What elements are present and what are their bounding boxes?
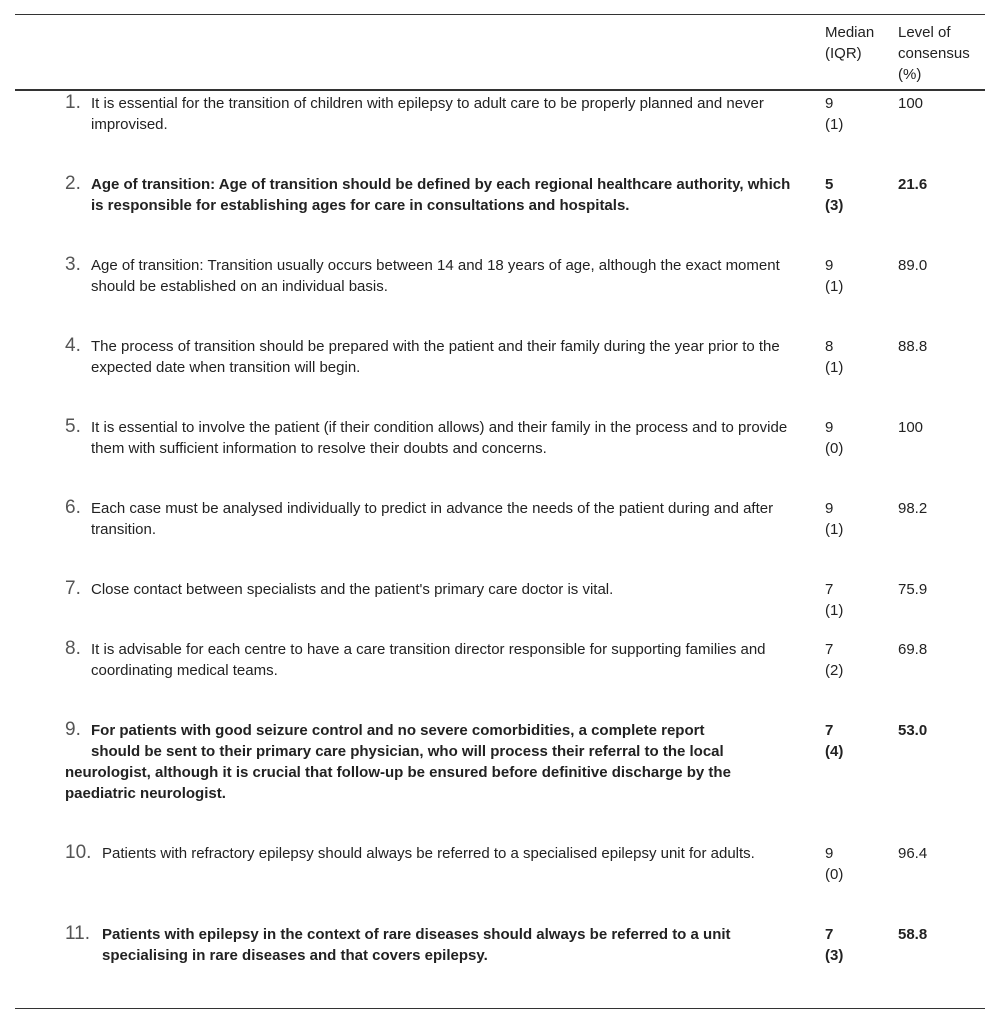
row-text: Patients with epilepsy in the context of rare diseases should always be referred to a unit specialising in rare diseases and that covers epilepsy.: [102, 926, 731, 964]
table-row: [15, 496, 985, 577]
row-median: 5 (3): [825, 176, 844, 214]
row-number: 11.: [65, 923, 91, 944]
row-consensus: 100: [898, 95, 924, 112]
row-consensus: 69.8: [898, 641, 928, 658]
row-text: [65, 720, 795, 804]
row-median: 9 (1): [825, 95, 844, 133]
row-median: 7 (4): [825, 722, 844, 760]
row-consensus: 89.0: [898, 257, 928, 274]
row-consensus: 98.2: [898, 500, 928, 517]
row-consensus: 53.0: [898, 722, 928, 739]
row-text: The process of transition should be prepared with the patient and their family during the year prior to the expected date when transition will begin.: [91, 338, 780, 376]
row-text: Age of transition: Transition usually occurs between 14 and 18 years of age, although the exact moment should be established on an individual basis.: [91, 257, 780, 295]
header-consensus: [898, 22, 988, 85]
row-consensus: 96.4: [898, 845, 928, 862]
row-median: 9 (1): [825, 257, 844, 295]
row-text-line1: For patients with good seizure control and no severe comorbidities, a complete report: [91, 722, 705, 739]
row-text: It is essential for the transition of children with epilepsy to adult care to be properly planned and never improvised.: [91, 95, 764, 133]
row-number: 8.: [65, 638, 81, 659]
row-number: 1.: [65, 92, 81, 113]
table-row: [15, 172, 985, 253]
row-consensus: 100: [898, 419, 924, 436]
table-row: [15, 718, 985, 841]
row-number: 6.: [65, 497, 81, 518]
header-consensus-line1: Level of: [898, 24, 951, 41]
row-median: 9 (1): [825, 500, 844, 538]
row-number: 7.: [65, 578, 81, 599]
table-row: [15, 334, 985, 415]
row-text: Patients with refractory epilepsy should always be referred to a specialised epilepsy unit for adults.: [102, 845, 755, 862]
table-row: [15, 253, 985, 334]
row-text: It is essential to involve the patient (if their condition allows) and their family in the process and to provide them with sufficient information to resolve their doubts and concerns.: [91, 419, 788, 457]
table-bottom-rule: [15, 1008, 985, 1009]
header-median-line2: (IQR): [825, 45, 862, 62]
table-row: [15, 577, 985, 637]
row-text: Close contact between specialists and the patient's primary care doctor is vital.: [91, 581, 614, 598]
row-text: Each case must be analysed individually to predict in advance the needs of the patient during and after transition.: [91, 500, 774, 538]
row-number: 3.: [65, 254, 81, 275]
row-consensus: 21.6: [898, 176, 928, 193]
header-consensus-line3: (%): [898, 66, 922, 83]
row-text: Age of transition: Age of transition should be defined by each regional healthcare authority, which is responsible for establishing ages for care in consultations and hospitals.: [91, 176, 791, 214]
row-consensus: 88.8: [898, 338, 928, 355]
table-row: [15, 841, 985, 922]
header-median-line1: Median: [825, 24, 875, 41]
row-number: 9.: [65, 719, 81, 740]
table-body: [15, 91, 985, 1003]
row-median: 7 (1): [825, 581, 844, 619]
row-consensus: 58.8: [898, 926, 928, 943]
header-consensus-line2: consensus: [898, 45, 970, 62]
consensus-table: [15, 14, 985, 1003]
row-median: 7 (2): [825, 641, 844, 679]
row-number: 10.: [65, 842, 92, 863]
row-median: 8 (1): [825, 338, 844, 376]
table-row: [15, 91, 985, 172]
row-median: 7 (3): [825, 926, 844, 964]
row-median: 9 (0): [825, 419, 844, 457]
row-median: 9 (0): [825, 845, 844, 883]
row-text-rest: neurologist, although it is crucial that follow-up be ensured before definitive discharge by the paediatric neurologist.: [65, 764, 731, 802]
table-row: [15, 637, 985, 718]
row-text: It is advisable for each centre to have a care transition director responsible for supporting families and coordinating medical teams.: [91, 641, 766, 679]
row-text-line2: should be sent to their primary care physician, who will process their referral to the local: [91, 743, 724, 760]
header-median: [825, 22, 895, 64]
row-consensus: 75.9: [898, 581, 928, 598]
row-number: 5.: [65, 416, 81, 437]
row-number: 2.: [65, 173, 81, 194]
row-number: 4.: [65, 335, 81, 356]
table-row: [15, 415, 985, 496]
table-row: [15, 922, 985, 1003]
table-header: [15, 15, 985, 89]
